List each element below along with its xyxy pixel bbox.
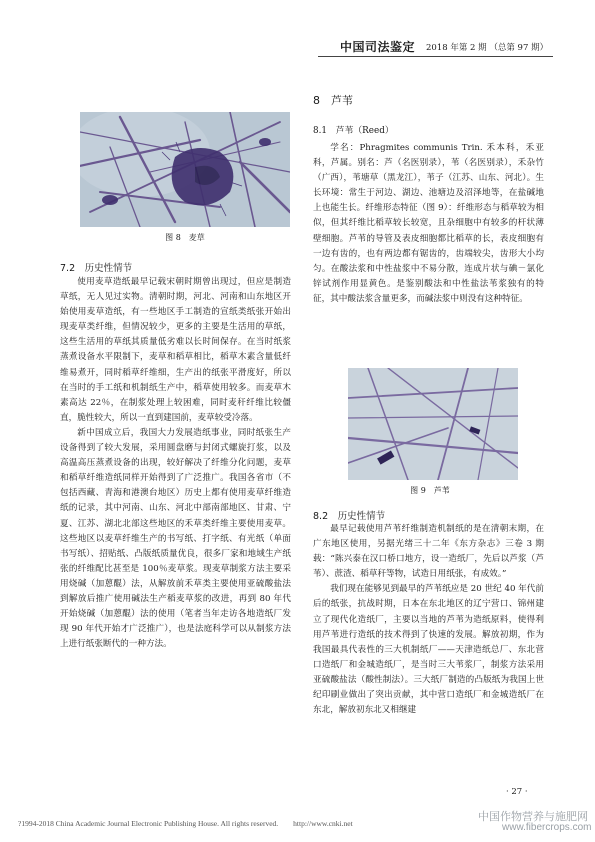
left-column-text [60,275,291,652]
section-8-2-heading: 8.2 历史性情节 [313,511,386,522]
wheat-straw-micrograph [80,112,290,227]
journal-title: 中国司法鉴定 [340,40,416,54]
issue-info: 2018 年第 2 期 （总第 97 期） [426,43,549,53]
right-column-text-8-2 [313,522,544,718]
section-8-1-heading: 8.1 芦苇（Reed） [313,126,394,136]
section-8-heading: 8 芦苇 [313,94,353,107]
section-7-2-heading: 7.2 历史性情节 [60,263,133,274]
paragraph: 学名：Phragmites communis Trin. 禾本科，禾亚科，芦属。别名：芦（名医别录），苇（名医别录），禾杂竹（广西），苇塘草（黑龙江），苇子（江苏、山东、河北）。生长环境：常生于河边、湖边、池塘边及沼泽地等，在盐碱地上也能生长。纤维形态特征（图 9）：纤维形态与稻草较为相似，但其纤维比稻草较长较宽，且杂细胞中有较多的杆状薄壁细胞。芦苇的导管及表皮细胞都比稻草的长，表皮细胞有一边有齿的，也有两边都有锯齿的，齿端较尖，齿形大小均匀。在酸法浆和中性盐浆中不易分散，连成片状与碘－氯化锌试剂作用显黄色。是鉴别酸法和中性盐法苇浆独有的特征，其中酸法浆含量更多，而碱法浆中则没有这种特征。 [313,143,544,304]
paragraph: 使用麦草造纸最早记载宋朝时期曾出现过，但应是制造草纸，无人见过实物。清朝时期，河北、河南和山东地区开始使用麦草造纸，有一些地区手工制造的宣纸类纸张开始出现麦草类纤维，但情况较少，更多的主要是生活用的草纸，这些生活用的草纸其质量低劣难以长时间保存。在当时纸浆蒸煮设备水平限制下，麦草和稻草相比，稻草木素含量低纤维易煮开，同时稻草纤维细，生产出的纸张平滑度好，所以在当时的手工纸和机制纸生产中，稻草使用较多。而麦草木素高达 22％，在制浆处理上较困难，同时麦秆纤维比较僵直，脆性较大，所以一直到建国前，麦草较受冷落。 [60,277,291,423]
paragraph: 新中国成立后，我国大力发展造纸事业，同时纸张生产设备得到了较大发展，采用圆盘磨与封闭式螺旋打浆，以及高温高压蒸煮设备的出现，较好解决了纤维分化问题，麦草和稻草纤维造纸同样开始得到了广泛推广。我国各省市（不包括西藏、青海和港澳台地区）历史上都有使用麦草纤维造纸的记录，其中河南、山东、河北中部南部地区、甘肃、宁夏、江苏、湖北北部这些地区的禾草类纤维主要使用麦草。这些地区以麦草纤维生产的书写纸、打字纸、有光纸（单面书写纸）、招贴纸、凸版纸质量优良，很多厂家和地域生产纸张的纤维配比甚至是 100％麦草浆。现麦草制浆方法主要采用烧碱（加蒽醌）法，从解放前禾草类主要使用亚硫酸盐法到解放后推广使用碱法生产稻麦草浆的改进，再到 80 年代开始烧碱（加蒽醌）法的使用（笔者当年走访各地造纸厂发现 90 年代开始才广泛推广），也是法庭科学可以从制浆方法上进行纸张断代的一种方法。 [60,427,291,650]
figure-8-caption: 图 8 麦草 [165,233,205,242]
reed-micrograph [348,368,518,480]
watermark-url: www.fibercrops.com [502,822,592,833]
right-column-text-8-1 [313,141,544,307]
running-header [318,38,553,57]
watermark-title: 中国作物营养与施肥网 [478,810,588,823]
figure-9-caption: 图 9 芦苇 [410,486,450,495]
page-number: · 27 · [506,787,528,797]
copyright-footer: ?1994-2018 China Academic Journal Electronic Publishing House. All rights reserved. http://www.cnki.net [18,819,353,828]
paragraph: 我们现在能够见到最早的芦苇纸应是 20 世纪 40 年代前后的纸张，抗战时期，日本在东北地区的辽宁营口、锦州建立了现代化造纸厂，主要以当地的芦苇为造纸原料，使得利用芦苇进行造纸的技术得到了快速的发展。解放初期，作为我国最具代表性的三大机制纸厂——天津造纸总厂、东北营口造纸厂和金城造纸厂，是当时三大苇浆厂，制浆方法采用亚硫酸盐法（酸性制法）。三大纸厂制造的凸版纸为我国上世纪印刷业做出了突出贡献，其中营口造纸厂和金城造纸厂在东北，解放初东北又相继建 [313,584,544,716]
paragraph: 最早记载使用芦苇纤维制造机制纸的是在清朝末期，在广东地区使用，另据光绪三十二年《东方杂志》三卷 3 期载：“陈兴泰在汉口桥口地方，设一造纸厂，先后以芦浆（芦苇）、蔗渣、稻草秆等物，试造日用纸张，有成效。” [313,524,544,580]
